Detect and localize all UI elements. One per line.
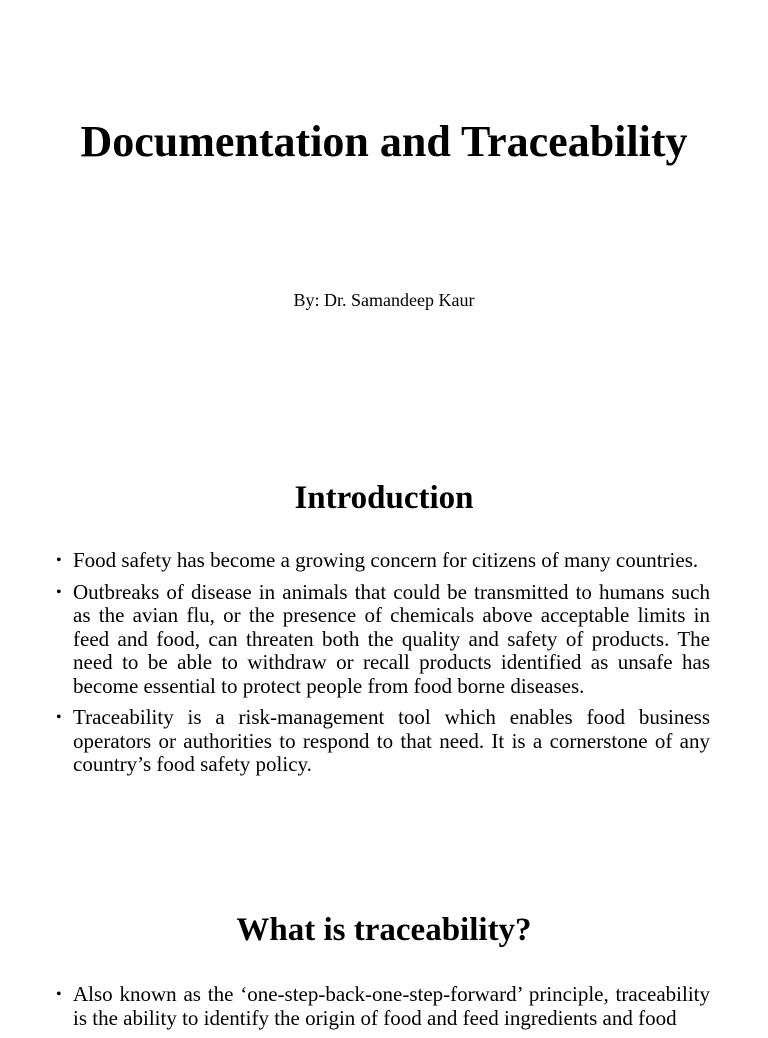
introduction-bullet-list [56, 549, 710, 785]
list-item [56, 549, 710, 573]
bullet-icon: • [56, 709, 62, 726]
bullet-text: Traceability is a risk-management tool which enables food business operators or authorities to respond to that need. It is a cornerstone of any country’s food safety policy. [73, 705, 710, 776]
list-item [56, 983, 710, 1030]
main-title: Documentation and Traceability [80, 117, 688, 166]
title-slide [0, 0, 768, 440]
author-byline: By: Dr. Samandeep Kaur [293, 290, 475, 310]
bullet-icon: • [56, 986, 62, 1003]
bullet-text: Food safety has become a growing concern for citizens of many countries. [73, 548, 699, 572]
bullet-icon: • [56, 552, 62, 569]
bullet-text: Also known as the ‘one-step-back-one-step-forward’ principle, traceability is the ability to identify the origin of food and feed ingredients and food [73, 982, 710, 1030]
bullet-icon: • [56, 583, 62, 601]
introduction-heading: Introduction [294, 480, 474, 516]
traceability-bullet-list [56, 983, 710, 1038]
introduction-slide [0, 440, 768, 880]
traceability-slide [0, 880, 768, 1030]
traceability-heading: What is traceability? [236, 912, 532, 948]
list-item [56, 581, 710, 699]
list-item [56, 706, 710, 777]
bullet-text: Outbreaks of disease in animals that could be transmitted to humans such as the avian flu, or the presence of chemicals above acceptable limits in feed and food, can threaten both the quality and safety of products. The need to be able to withdraw or recall products identified as unsafe has become essential to protect people from food borne diseases. [73, 579, 710, 698]
